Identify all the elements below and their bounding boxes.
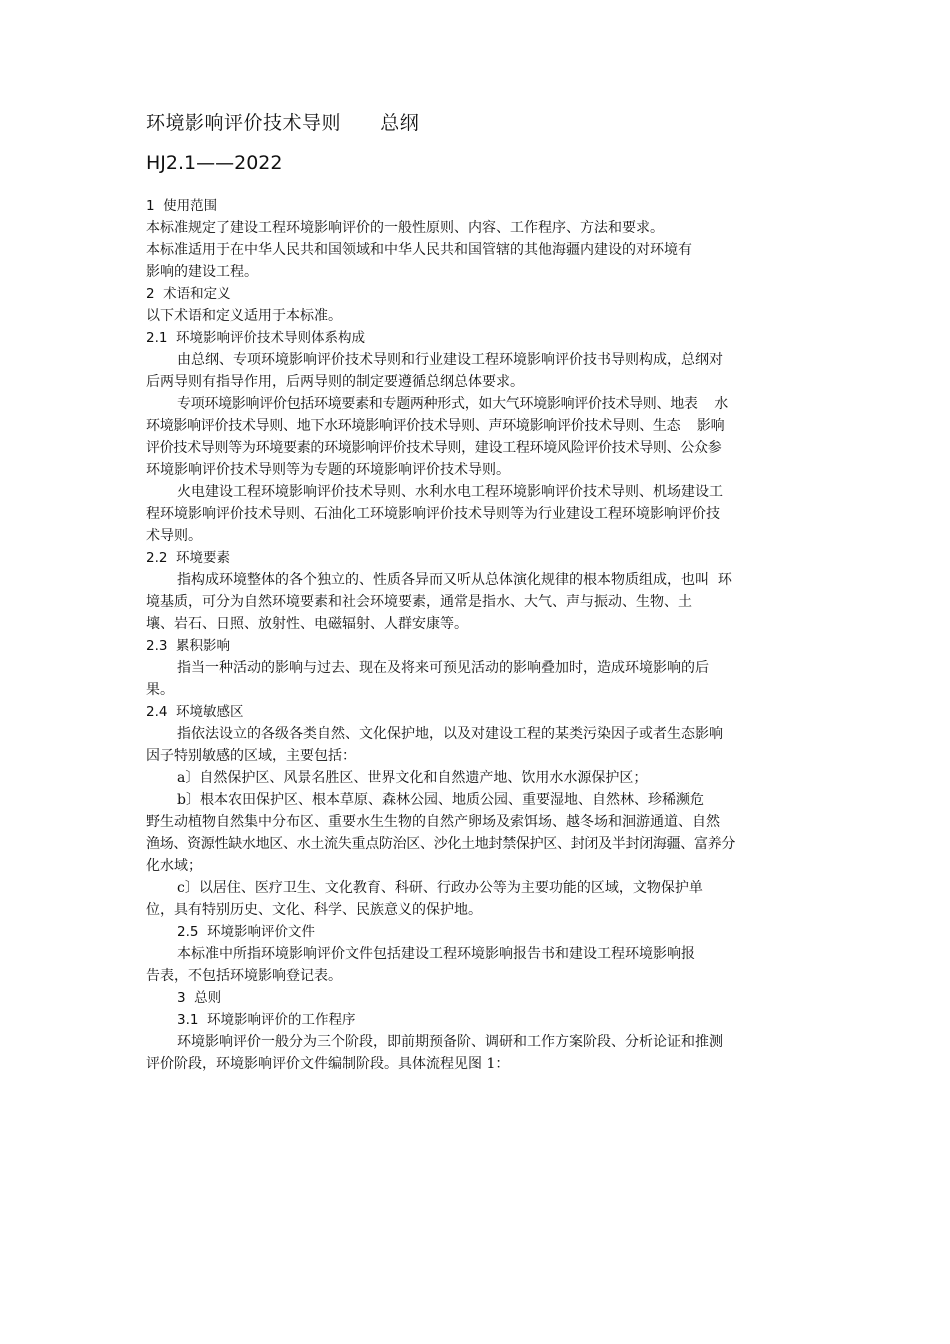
body-text-line: b〕根本农田保护区、根本草原、森林公园、地质公园、重要湿地、自然林、珍稀濒危 [177, 792, 704, 808]
body-text-line: 本标准适用于在中华人民共和国领域和中华人民共和国管辖的其他海疆内建设的对环境有 [146, 242, 692, 258]
section-heading: 3 总则 [177, 990, 222, 1006]
body-text-line: 渔场、资源性缺水地区、水土流失重点防治区、沙化土地封禁保护区、封闭及半封闭海疆、富养分 [146, 836, 736, 852]
body-text-line: 以下术语和定义适用于本标准。 [146, 308, 342, 324]
body-text-line: 环境影响评价技术导则等为专题的环境影响评价技术导则。 [146, 462, 510, 478]
body-text-line: 影响的建设工程。 [146, 264, 258, 280]
document-title: 环境影响评价技术导则 总纲 [146, 112, 420, 134]
body-text-line: 因子特别敏感的区域，主要包括： [146, 748, 356, 764]
section-heading: 2.2 环境要素 [146, 550, 231, 566]
standard-code: HJ2.1——2022 [146, 152, 283, 174]
section-heading: 3.1 环境影响评价的工作程序 [177, 1012, 356, 1028]
body-text-line: 告表，不包括环境影响登记表。 [146, 968, 342, 984]
document-body [146, 195, 836, 1075]
body-text-line: 由总纲、专项环境影响评价技术导则和行业建设工程环境影响评价技书导则构成，总纲对 [177, 352, 723, 368]
body-text-line: 野生动植物自然集中分布区、重要水生生物的自然产卵场及索饵场、越冬场和洄游通道、自然 [146, 814, 720, 830]
body-text-line: 评价技术导则等为环境要素的环境影响评价技术导则，建设工程环境风险评价技术导则、公众参 [146, 440, 722, 456]
body-text-line: 位，具有特别历史、文化、科学、民族意义的保护地。 [146, 902, 482, 918]
section-heading: 2.1 环境影响评价技术导则体系构成 [146, 330, 366, 346]
body-text-line: 壤、岩石、日照、放射性、电磁辐射、人群安康等。 [146, 616, 468, 632]
section-heading: 2 术语和定义 [146, 286, 231, 302]
section-heading: 2.5 环境影响评价文件 [177, 924, 316, 940]
body-text-line: 评价阶段，环境影响评价文件编制阶段。具体流程见图 1： [146, 1056, 510, 1072]
body-text-line: 化水域； [146, 858, 202, 874]
body-text-line: c〕以居住、医疗卫生、文化教育、科研、行政办公等为主要功能的区域，文物保护单 [177, 880, 703, 896]
body-text-line: 果。 [146, 682, 174, 698]
body-text-line: 后两导则有指导作用，后两导则的制定要遵循总纲总体要求。 [146, 374, 524, 390]
body-text-line: 术导则。 [146, 528, 202, 544]
body-text-line: a〕自然保护区、风景名胜区、世界文化和自然遗产地、饮用水水源保护区； [177, 770, 648, 786]
body-text-line: 指构成环境整体的各个独立的、性质各异而又听从总体演化规律的根本物质组成，也叫 环 [177, 572, 732, 588]
body-text-line: 火电建设工程环境影响评价技术导则、水利水电工程环境影响评价技术导则、机场建设工 [177, 484, 723, 500]
body-text-line: 环境影响评价一般分为三个阶段，即前期预备阶、调研和工作方案阶段、分析论证和推测 [177, 1034, 723, 1050]
body-text-line: 专项环境影响评价包括环境要素和专题两种形式，如大气环境影响评价技术导则、地表 水 [177, 396, 728, 412]
body-text-line: 指依法设立的各级各类自然、文化保护地，以及对建设工程的某类污染因子或者生态影响 [177, 726, 723, 742]
body-text-line: 程环境影响评价技术导则、石油化工环境影响评价技术导则等为行业建设工程环境影响评价技 [146, 506, 720, 522]
section-heading: 1 使用范围 [146, 198, 218, 214]
body-text-line: 指当一种活动的影响与过去、现在及将来可预见活动的影响叠加时，造成环境影响的后 [177, 660, 709, 676]
body-text-line: 本标准中所指环境影响评价文件包括建设工程环境影响报告书和建设工程环境影响报 [177, 946, 695, 962]
section-heading: 2.4 环境敏感区 [146, 704, 244, 720]
body-text-line: 环境影响评价技术导则、地下水环境影响评价技术导则、声环境影响评价技术导则、生态 影响 [146, 418, 725, 434]
body-text-line: 境基质，可分为自然环境要素和社会环境要素，通常是指水、大气、声与振动、生物、土 [146, 594, 692, 610]
body-text-line: 本标准规定了建设工程环境影响评价的一般性原则、内容、工作程序、方法和要求。 [146, 220, 664, 236]
section-heading: 2.3 累积影响 [146, 638, 231, 654]
